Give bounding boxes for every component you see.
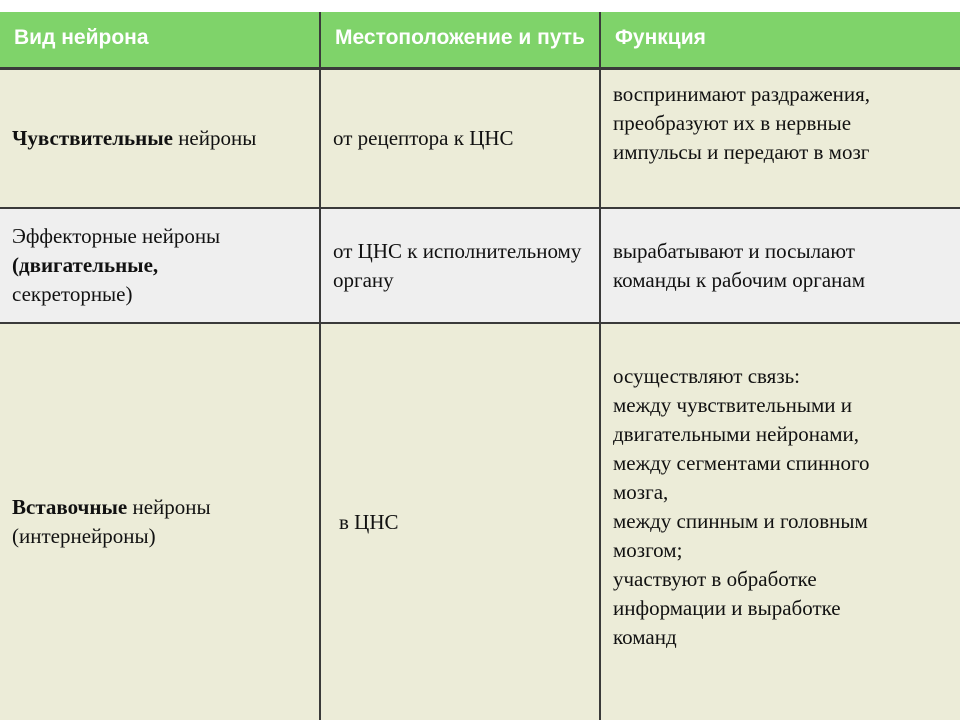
function-line: осуществляют связь: bbox=[613, 364, 801, 388]
header-location: Местоположение и путь bbox=[320, 12, 600, 68]
function-line: информации и выработке bbox=[613, 596, 841, 620]
cell-function bbox=[600, 208, 960, 323]
cell-function bbox=[600, 323, 960, 720]
cell-neuron-type bbox=[0, 208, 320, 323]
neuron-type-bold: Чувствительные bbox=[12, 125, 173, 150]
function-line: вырабатывают и посылают bbox=[613, 238, 855, 263]
neuron-type-rest: секреторные) bbox=[12, 282, 133, 306]
function-line: между сегментами спинного bbox=[613, 451, 870, 475]
neuron-type-rest: нейроны (интернейроны) bbox=[12, 495, 211, 548]
function-line: мозга, bbox=[613, 480, 669, 504]
neuron-types-table bbox=[0, 12, 960, 720]
neuron-type-rest: нейроны bbox=[172, 125, 257, 150]
function-line: импульсы и передают в мозг bbox=[613, 139, 870, 164]
function-line: мозгом; bbox=[613, 538, 683, 562]
function-line: между чувствительными и bbox=[613, 393, 852, 417]
neuron-type-bold: (двигательные, bbox=[12, 253, 159, 277]
function-line: команды к рабочим органам bbox=[613, 267, 866, 292]
function-line: двигательными нейронами, bbox=[613, 422, 860, 446]
location-text: от рецептора к ЦНС bbox=[333, 125, 514, 150]
cell-location bbox=[320, 68, 600, 208]
function-line: между спинным и головным bbox=[613, 509, 868, 533]
cell-neuron-type bbox=[0, 323, 320, 720]
function-line: команд bbox=[613, 625, 677, 649]
header-neuron-type: Вид нейрона bbox=[0, 12, 320, 68]
table-row-sensory bbox=[0, 68, 960, 208]
function-line: воспринимают раздражения, bbox=[613, 81, 871, 106]
location-text: от ЦНС к исполнительному органу bbox=[333, 238, 582, 292]
table-row-interneuron bbox=[0, 323, 960, 720]
location-text: в ЦНС bbox=[339, 509, 399, 534]
cell-neuron-type bbox=[0, 68, 320, 208]
header-function: Функция bbox=[600, 12, 960, 68]
cell-location bbox=[320, 323, 600, 720]
cell-function bbox=[600, 68, 960, 208]
neuron-type-prefix: Эффекторные нейроны bbox=[12, 224, 221, 248]
neuron-type-bold: Вставочные bbox=[12, 495, 128, 519]
header-row bbox=[0, 12, 960, 68]
table-row-effector bbox=[0, 208, 960, 323]
function-line: преобразуют их в нервные bbox=[613, 110, 852, 135]
function-line: участвуют в обработке bbox=[613, 567, 817, 591]
cell-location bbox=[320, 208, 600, 323]
